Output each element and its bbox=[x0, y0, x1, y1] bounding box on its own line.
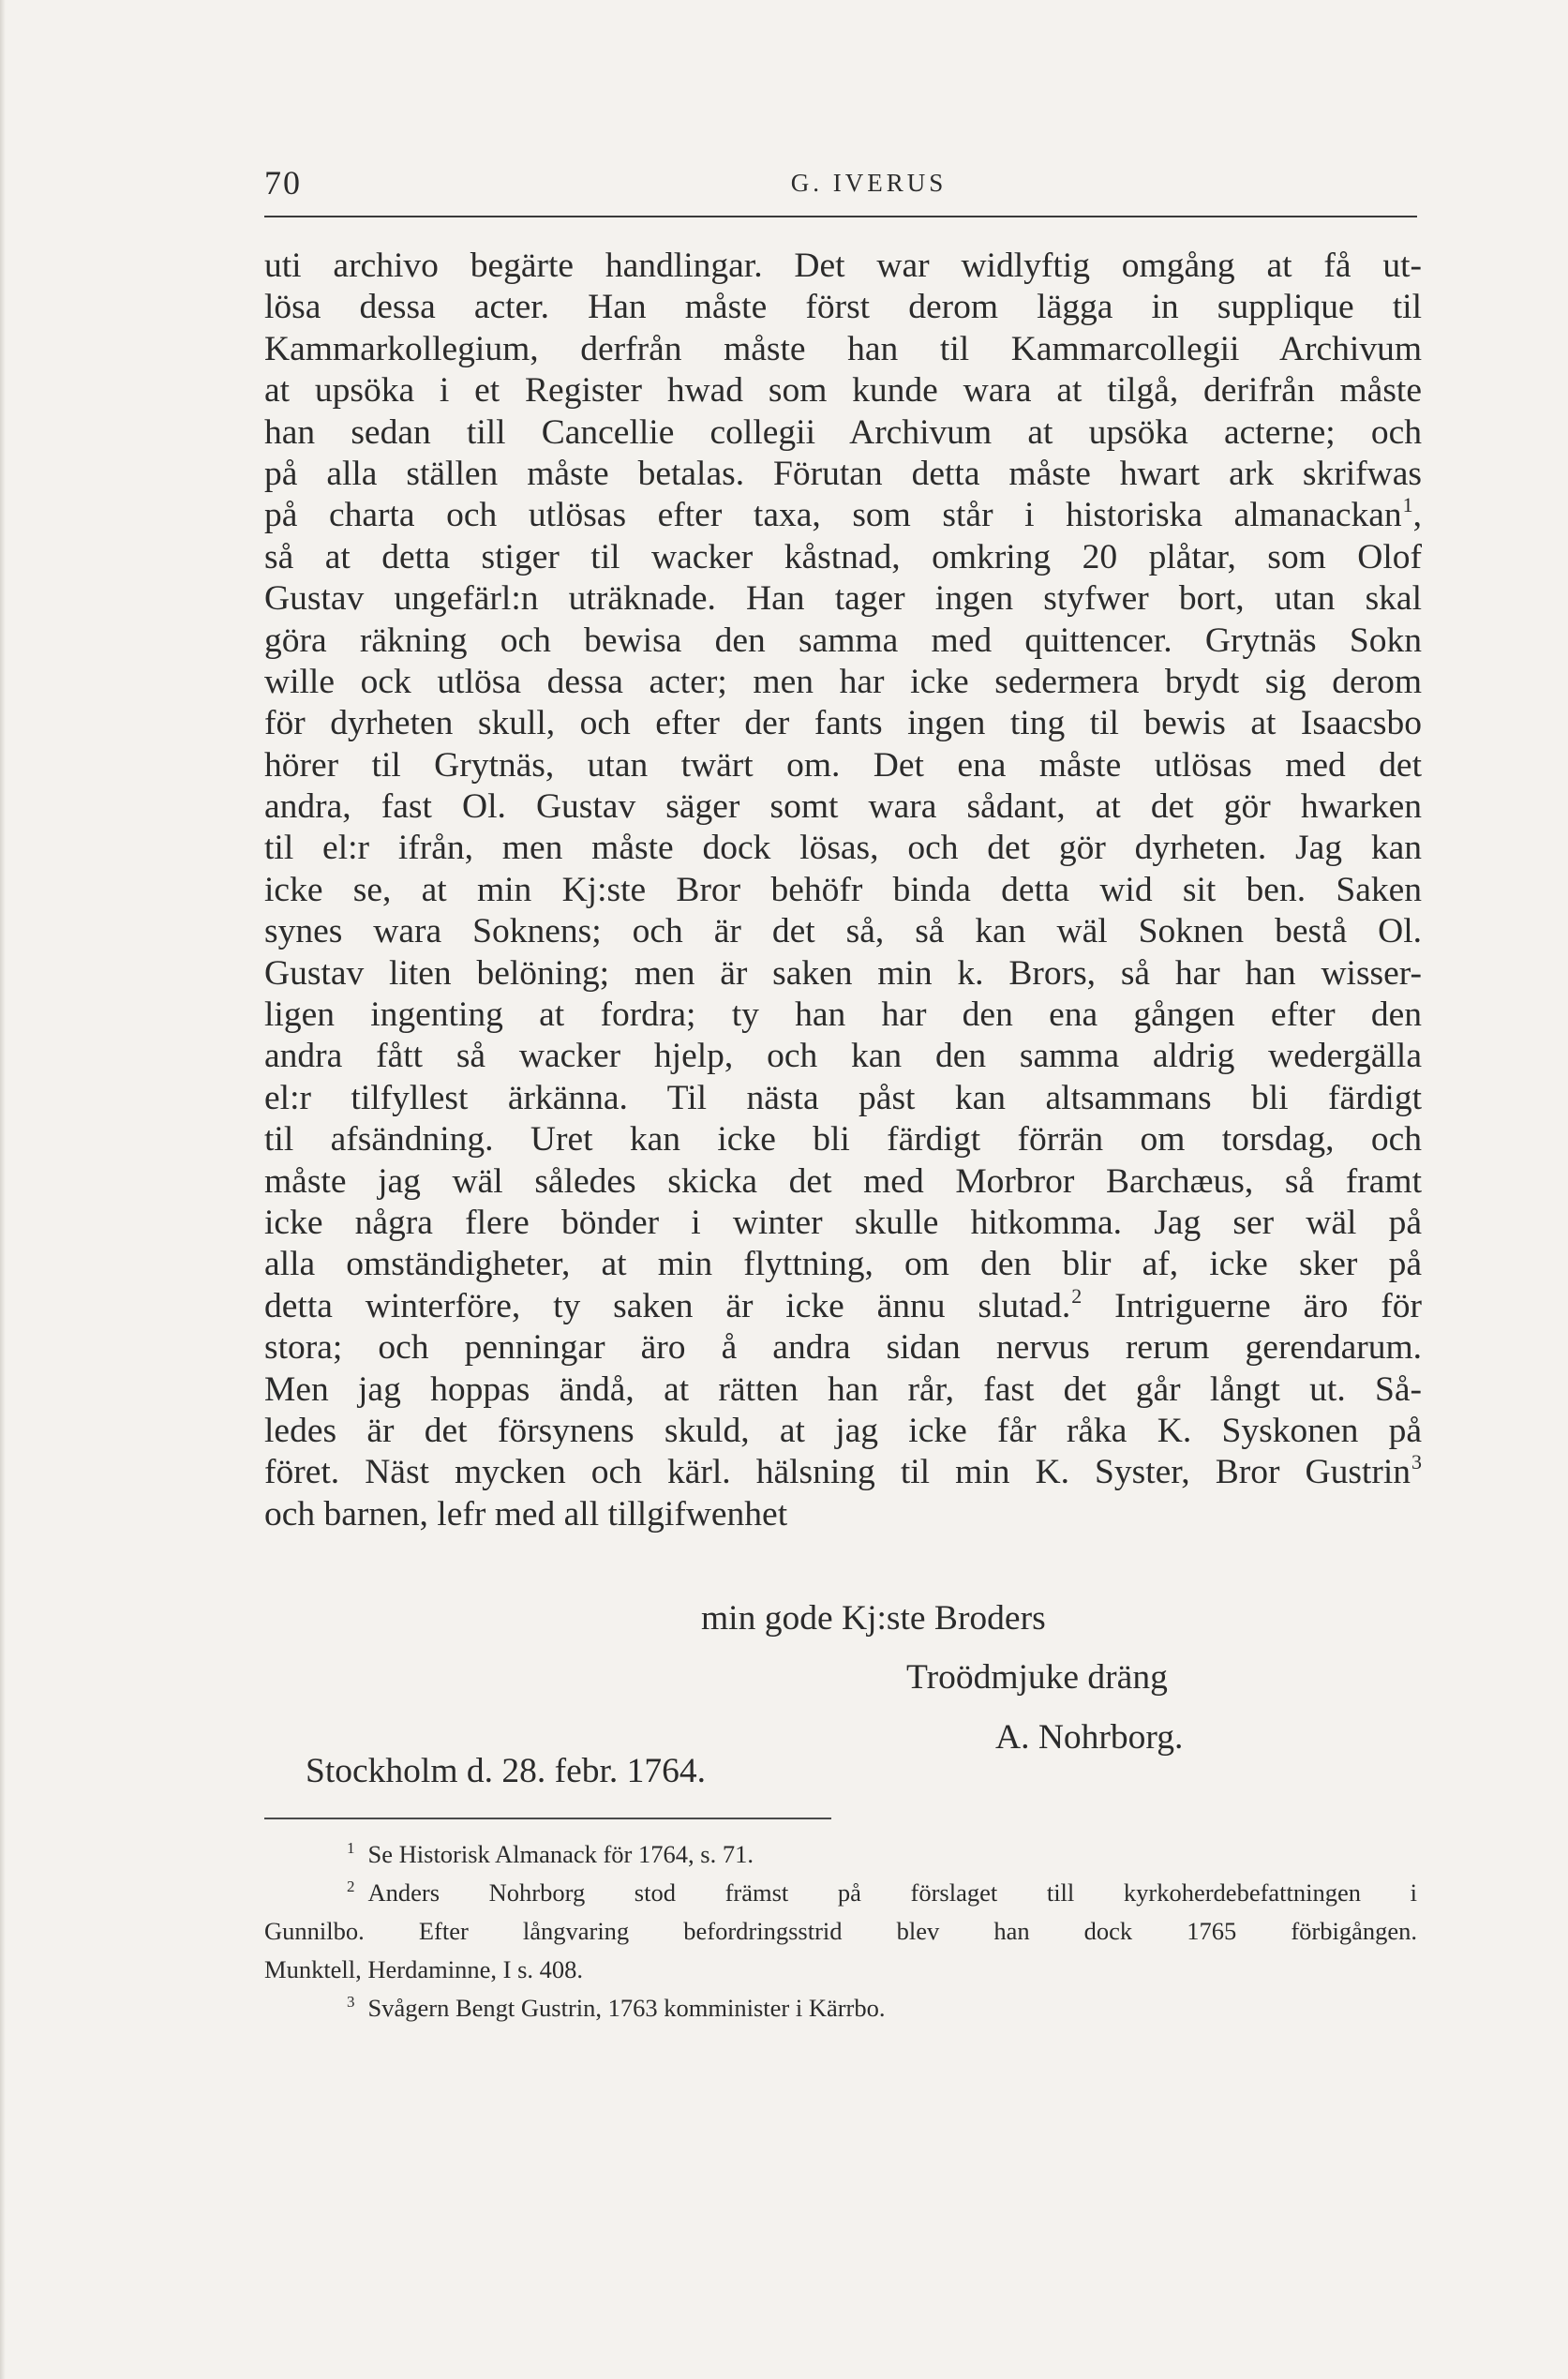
footnote-continuation: Gunnilbo. Efter långvaring befordringsstrid blev han dock 1765 förbigången. bbox=[264, 1917, 1417, 1945]
body-line-text: detta winterföre, ty saken är icke ännu slutad. bbox=[264, 1286, 1071, 1325]
footnotes bbox=[264, 1835, 1417, 2027]
body-line-text: på charta och utlösas efter taxa, som står i historiska almanackan bbox=[264, 496, 1402, 535]
body-line: så at detta stiger til wacker kåstnad, omkring 20 plåtar, som Olof bbox=[264, 537, 1422, 576]
body-line: måste jag wäl således skicka det med Morbror Barchæus, så framt bbox=[264, 1161, 1422, 1201]
body-line: uti archivo begärte handlingar. Det war widlyftig omgång at få ut- bbox=[264, 247, 1422, 285]
body-line bbox=[264, 1452, 1422, 1493]
body-line: el:r tilfyllest ärkänna. Til nästa påst kan altsammans bli färdigt bbox=[264, 1078, 1422, 1117]
body-line: Gustav liten belöning; men är saken min k. Brors, så har han wisser- bbox=[264, 953, 1422, 993]
body-line-tail: , bbox=[1412, 496, 1422, 535]
place-date: Stockholm d. 28. febr. 1764. bbox=[306, 1752, 707, 1790]
footnote-text: Se Historisk Almanack för 1764, s. 71. bbox=[367, 1840, 754, 1868]
body-line: ligen ingenting at fordra; ty han har den ena gången efter den bbox=[264, 995, 1422, 1035]
page-edge bbox=[0, 0, 6, 2379]
body-line: göra räkning och bewisa den samma med quittencer. Grytnäs Sokn bbox=[264, 621, 1422, 660]
closing-salutation: min gode Kj:ste Broders bbox=[701, 1599, 1046, 1638]
footnote-mark: 1 bbox=[347, 1839, 355, 1857]
footnote bbox=[264, 1874, 1417, 1912]
footnote-mark: 2 bbox=[347, 1878, 355, 1895]
body-line: alla omständigheter, at min flyttning, om den blir af, icke sker på bbox=[264, 1245, 1422, 1284]
footnote bbox=[264, 1989, 1417, 2027]
body-line: Men jag hoppas ändå, at rätten han rår, fast det går långt ut. Så- bbox=[264, 1369, 1422, 1409]
footnote-text: Anders Nohrborg stod främst på förslaget till kyrkoherdebefattningen i bbox=[367, 1878, 1417, 1907]
body-line: synes wara Soknens; och är det så, så kan wäl Soknen bestå Ol. bbox=[264, 912, 1422, 951]
body-line: hörer til Grytnäs, utan twärt om. Det ena måste utlösas med det bbox=[264, 745, 1422, 785]
footnote-ref: 2 bbox=[1071, 1283, 1083, 1308]
body-line: til el:r ifrån, men måste dock lösas, och det gör dyrheten. Jag kan bbox=[264, 829, 1422, 868]
body-line-tail: Intriguerne äro för bbox=[1082, 1286, 1422, 1325]
body-line: til afsändning. Uret kan icke bli färdigt förrän om torsdag, och bbox=[264, 1120, 1422, 1160]
footnote-ref: 1 bbox=[1402, 493, 1413, 517]
footnote-ref: 3 bbox=[1411, 1450, 1422, 1474]
body-line-text: föret. Näst mycken och kärl. hälsning til min K. Syster, Bror Gustrin bbox=[264, 1453, 1411, 1492]
body-line: ledes är det försynens skuld, at jag icke får råka K. Syskonen på bbox=[264, 1411, 1422, 1450]
page-number: 70 bbox=[264, 164, 302, 202]
body-line bbox=[264, 495, 1422, 536]
body-line: Kammarkollegium, derfrån måste han til Kammarcollegii Archivum bbox=[264, 329, 1422, 368]
body-line: stora; och penningar äro å andra sidan nervus rerum gerendarum. bbox=[264, 1328, 1422, 1368]
closing-servant: Troödmjuke dräng bbox=[906, 1658, 1168, 1697]
body-line: på alla ställen måste betalas. Förutan detta måste hwart ark skrifwas bbox=[264, 454, 1422, 493]
body-line: andra, fast Ol. Gustav säger somt wara sådant, at det gör hwarken bbox=[264, 787, 1422, 827]
footnote-divider bbox=[264, 1818, 831, 1819]
body-line: at upsöka i et Register hwad som kunde wara at tilgå, derifrån måste bbox=[264, 371, 1422, 411]
footnote-continuation: Munktell, Herdaminne, I s. 408. bbox=[264, 1955, 584, 1983]
body-line: för dyrheten skull, och efter der fants ingen ting til bewis at Isaacsbo bbox=[264, 704, 1422, 743]
page-header bbox=[264, 159, 1417, 217]
closing-signature: A. Nohrborg. bbox=[995, 1718, 1184, 1757]
body-line: han sedan till Cancellie collegii Archivum at upsöka acterne; och bbox=[264, 412, 1422, 452]
body-line: icke några flere bönder i winter skulle hitkomma. Jag ser wäl på bbox=[264, 1203, 1422, 1242]
body-line bbox=[264, 1283, 1422, 1327]
body-line: och barnen, lefr med all tillgifwenhet bbox=[264, 1494, 788, 1534]
body-line: icke se, at min Kj:ste Bror behöfr binda detta wid sit ben. Saken bbox=[264, 870, 1422, 909]
body-line: lösa dessa acter. Han måste först derom lägga in supplique til bbox=[264, 288, 1422, 327]
footnote bbox=[264, 1835, 1417, 1874]
footnote-mark: 3 bbox=[347, 1993, 355, 2011]
letter-body bbox=[264, 246, 1422, 1535]
body-line: andra fått så wacker hjelp, och kan den samma aldrig wedergälla bbox=[264, 1037, 1422, 1076]
body-line: wille ock utlösa dessa acter; men har icke sedermera brydt sig derom bbox=[264, 662, 1422, 701]
running-head: G. IVERUS bbox=[790, 169, 948, 197]
footnote-text: Svågern Bengt Gustrin, 1763 komminister i Kärrbo. bbox=[367, 1994, 886, 2022]
body-line: Gustav ungefärl:n uträknade. Han tager ingen styfwer bort, utan skal bbox=[264, 579, 1422, 619]
